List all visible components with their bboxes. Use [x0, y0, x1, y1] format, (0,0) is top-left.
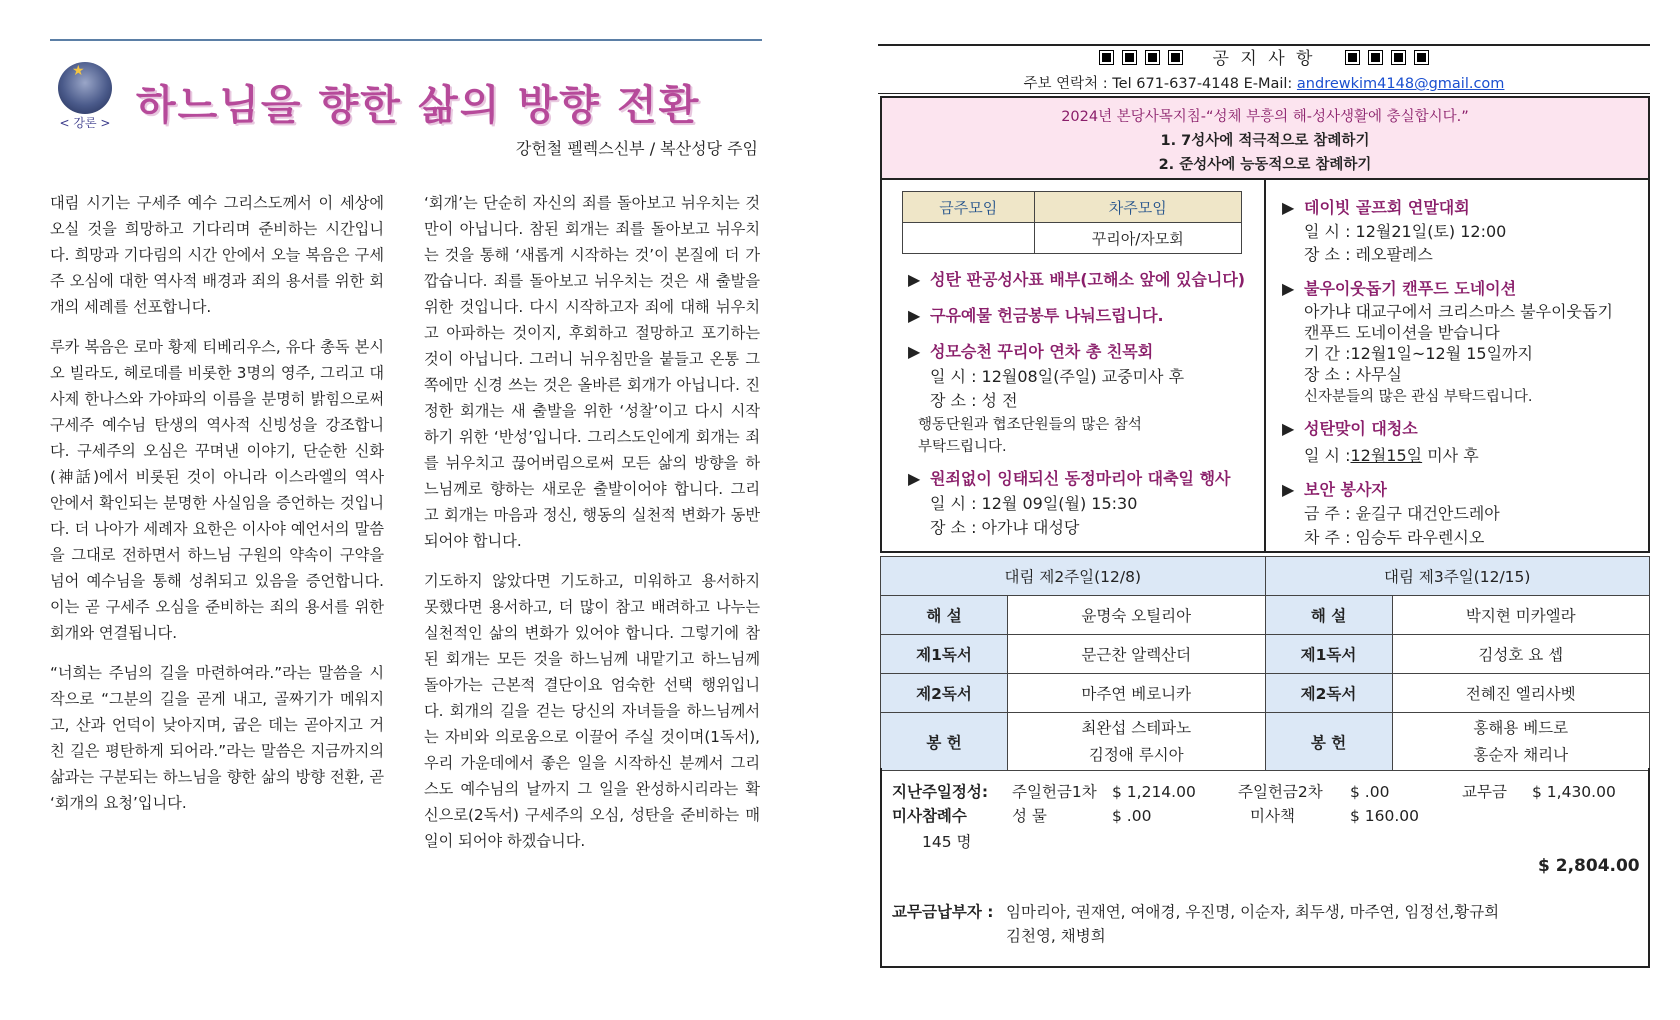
- notice-item: ▶ 성탄맞이 대청소: [1282, 417, 1418, 441]
- notice-title: 공 지 사 항: [1212, 49, 1316, 69]
- finance-item-label: 미사책: [1250, 807, 1295, 825]
- finance-item-label: 성 물: [1012, 807, 1047, 825]
- notice-detail: 장 소 : 사무실: [1304, 365, 1402, 384]
- notice-header: [878, 44, 1650, 69]
- rota-person: 최완섭 스테파노 김정애 루시아: [1008, 713, 1266, 771]
- rota-role: 봉 헌: [1265, 713, 1392, 771]
- article-author: 강헌철 펠렉스신부 / 복산성당 주임: [515, 139, 758, 158]
- article-column-2: [424, 190, 760, 868]
- email-link[interactable]: andrewkim4148@gmail.com: [1296, 76, 1505, 92]
- rota-person: 문근찬 알렉산더: [1008, 635, 1266, 674]
- notice-item: ▶ 불우이웃돕기 캔푸드 도네이션: [1282, 277, 1516, 301]
- finance-item-value: $ .00: [1112, 807, 1152, 825]
- notice-detail: 부탁드립니다.: [918, 439, 1007, 455]
- bullet-icon: ▶: [908, 342, 921, 361]
- notice-item: ▶ 구유예물 헌금봉투 나눠드립니다.: [908, 304, 1164, 328]
- notice-detail: 장 소 : 아가냐 대성당: [930, 518, 1080, 537]
- rota-role: 제1독서: [881, 635, 1008, 674]
- notice-item: ▶ 성모승천 꾸리아 연차 총 친목회: [908, 340, 1153, 364]
- paragraph: 기도하지 않았다면 기도하고, 미워하고 용서하지 못했다면 용서하고, 더 많이 참고 배려하고 나누는 실천적인 삶의 변화가 있어야 합니다. 그렇기에 참된 회개는 모든 것을 하느님께 내맡기고 하느님께 돌아가는 근본적 결단이요 엄숙한 선택 행위입니다. 회개의 길을 걷는 당신의 자녀들을 하느님께서는 자비와 의로움으로 이끌어 주실 것이며(1독서), 우리 가운데에서 좋은 일을 시작하신 분께서 그리스도 예수님의 날까지 그 일을 완성하시리라는 확신으로(2독서) 구세주의 오심, 성탄을 준비하는 매일이 되어야 하겠습니다.: [424, 572, 760, 850]
- liturgy-rota-table: [880, 556, 1650, 771]
- notice-detail: 기 간 :12월1일~12월 15일까지: [1304, 344, 1533, 363]
- notice-item: ▶ 원죄없이 잉태되신 동정마리아 대축일 행사: [908, 467, 1231, 491]
- finance-item-label: 주일헌금2차: [1238, 783, 1323, 801]
- church-logo-icon: ★: [58, 62, 112, 114]
- divider: [1264, 180, 1266, 553]
- notice-item: ▶ 성탄 판공성사표 배부(고해소 앞에 있습니다): [908, 268, 1245, 292]
- rota-person: 김성호 요 셉: [1392, 635, 1650, 674]
- finance-item-value: $ 1,430.00: [1532, 783, 1616, 801]
- top-rule: [50, 39, 762, 41]
- divider: [878, 93, 1650, 94]
- rota-role: 해 설: [881, 596, 1008, 635]
- rota-week-header: 대림 제3주일(12/15): [1265, 557, 1650, 596]
- article-title: 하느님을 향한 삶의 방향 전환: [136, 81, 701, 129]
- bullet-icon: ▶: [1282, 480, 1295, 499]
- bullet-icon: ▶: [908, 270, 921, 289]
- pastoral-item: 1. 7성사에 적극적으로 참례하기: [1160, 133, 1370, 149]
- notice-item: ▶ 데이빗 골프회 연말대회: [1282, 196, 1470, 220]
- finance-item-label: 교무금: [1462, 783, 1507, 801]
- notice-detail: 일 시 :12월15일 미사 후: [1304, 446, 1479, 465]
- bullet-icon: ▶: [1282, 419, 1295, 438]
- finance-item-label: 주일헌금1차: [1012, 783, 1097, 801]
- this-week-header: 금주모임: [903, 192, 1035, 223]
- donors-list: 김천영, 채병희: [1006, 927, 1106, 945]
- pastoral-title: 2024년 본당사목지침-“성체 부흥의 해-성사생활에 충실합시다.”: [1061, 109, 1469, 125]
- donors-label: 교무금납부자 :: [892, 903, 994, 921]
- bullet-icon: ▶: [1282, 198, 1295, 217]
- notice-detail: 장 소 : 성 전: [930, 391, 1018, 410]
- article-column-1: [50, 190, 384, 830]
- finance-label: 미사참례수: [892, 807, 967, 825]
- notice-detail: 행동단원과 협조단원들의 많은 참석: [918, 417, 1142, 433]
- this-week-value: [903, 223, 1035, 254]
- donors-list: 임마리아, 권재연, 여애경, 우진명, 이순자, 최두생, 마주연, 임정선,황규희: [1006, 903, 1500, 921]
- paragraph: “너희는 주님의 길을 마련하여라.”라는 말씀을 시작으로 “그분의 길을 곧게 내고, 골짜기가 메워지고, 산과 언덕이 낮아지며, 굽은 데는 곧아지고 거친 길은 평탄하게 되어라.”라는 말씀은 지금까지의 삶과는 구분되는 하느님을 향한 삶의 방향 전환, 곧 ‘회개의 요청’입니다.: [50, 664, 384, 812]
- contact-label: 주보 연락처 : Tel 671-637-4148 E-Mail:: [1023, 76, 1293, 92]
- notice-detail: 아가냐 대교구에서 크리스마스 불우이웃돕기: [1304, 302, 1613, 321]
- notice-detail: 차 주 : 임승두 라우렌시오: [1304, 528, 1485, 547]
- meeting-table: [902, 191, 1242, 254]
- notice-item: ▶ 보안 봉사자: [1282, 478, 1387, 502]
- notice-detail: 일 시 : 12월08일(주일) 교중미사 후: [930, 367, 1185, 386]
- finance-label: 지난주일정성:: [892, 783, 989, 801]
- rota-person: 마주연 베로니카: [1008, 674, 1266, 713]
- bullet-icon: ▶: [908, 306, 921, 325]
- finance-item-value: $ .00: [1350, 783, 1390, 801]
- rota-role: 제1독서: [1265, 635, 1392, 674]
- rota-role: 제2독서: [1265, 674, 1392, 713]
- notice-detail: 신자분들의 많은 관심 부탁드립니다.: [1304, 389, 1533, 405]
- notice-detail: 캔푸드 도네이션을 받습니다: [1304, 323, 1500, 342]
- notice-detail: 금 주 : 윤길구 대건안드레아: [1304, 504, 1500, 523]
- pastoral-item: 2. 준성사에 능동적으로 참례하기: [1158, 157, 1372, 173]
- bullet-icon: ▶: [1282, 279, 1295, 298]
- attendance-count: 145 명: [922, 833, 972, 851]
- rota-person: 홍해용 베드로 홍순자 채리나: [1392, 713, 1650, 771]
- finance-total: $ 2,804.00: [1538, 856, 1640, 876]
- finance-item-value: $ 160.00: [1350, 807, 1420, 825]
- next-week-header: 차주모임: [1034, 192, 1241, 223]
- notice-detail: 일 시 : 12월 09일(월) 15:30: [930, 494, 1138, 513]
- next-week-value: 꾸리아/자모회: [1034, 223, 1241, 254]
- rota-week-header: 대림 제2주일(12/8): [881, 557, 1266, 596]
- rota-role: 봉 헌: [881, 713, 1008, 771]
- paragraph: 대림 시기는 구세주 예수 그리스도께서 이 세상에 오실 것을 희망하고 기다리며 준비하는 시간입니다. 희망과 기다림의 시간 안에서 오늘 복음은 구세주 오심에 대한 역사적 배경과 죄의 용서를 위한 회개의 세례를 선포합니다.: [50, 194, 384, 316]
- bullet-icon: ▶: [908, 469, 921, 488]
- notice-detail: 일 시 : 12월21일(토) 12:00: [1304, 222, 1507, 241]
- rota-person: 박지현 미카엘라: [1392, 596, 1650, 635]
- contact-line: [878, 72, 1650, 93]
- pastoral-guideline-box: [880, 96, 1650, 180]
- finance-item-value: $ 1,214.00: [1112, 783, 1196, 801]
- rota-role: 제2독서: [881, 674, 1008, 713]
- rota-person: 전혜진 엘리사벳: [1392, 674, 1650, 713]
- rota-role: 해 설: [1265, 596, 1392, 635]
- rota-person: 윤명숙 오틸리아: [1008, 596, 1266, 635]
- paragraph: ‘회개’는 단순히 자신의 죄를 돌아보고 뉘우치는 것만이 아닙니다. 참된 회개는 죄를 돌아보고 뉘우치는 것을 통해 ‘새롭게 시작하는 것’이 본질에 더 가깝습니다. 죄를 돌아보고 뉘우치는 것은 새 출발을 위한 것입니다. 다시 시작하고자 죄에 대해 뉘우치고 아파하는 것이지, 후회하고 절망하고 포기하는 것이 아닙니다. 그러니 뉘우침만을 붙들고 온통 그쪽에만 신경 쓰는 것은 올바른 회개가 아닙니다. 진정한 회개는 새 출발을 위한 ‘성찰’이고 다시 시작하기 위한 ‘반성’입니다. 그리스도인에게 회개는 죄를 뉘우치고 끊어버림으로써 모든 삶의 방향을 하느님께로 향하는 새로운 출발이어야 합니다. 그리고 회개는 마음과 정신, 행동의 실천적 변화가 동반되어야 합니다.: [424, 194, 760, 550]
- logo-caption: < 강론 >: [59, 116, 111, 130]
- notice-detail: 장 소 : 레오팔레스: [1304, 245, 1433, 264]
- paragraph: 루카 복음은 로마 황제 티베리우스, 유다 총독 본시오 빌라도, 헤로데를 비롯한 3명의 영주, 그리고 대사제 한나스와 가야파의 이름을 분명히 밝힘으로써 구세주 예수님 탄생의 역사적 신빙성을 강조합니다. 구세주의 오심은 꾸며낸 이야기, 단순한 신화(神話)에서 비롯된 것이 아니라 이스라엘의 역사 안에서 확인되는 분명한 사실임을 증언하는 것입니다. 더 나아가 세례자 요한은 이사야 예언서의 말씀을 그대로 전하면서 하느님 구원의 약속이 구약을 넘어 예수님을 통해 성취되고 있음을 증언합니다. 이는 곧 구세주 오심을 준비하는 죄의 용서를 위한 회개와 연결됩니다.: [50, 338, 384, 642]
